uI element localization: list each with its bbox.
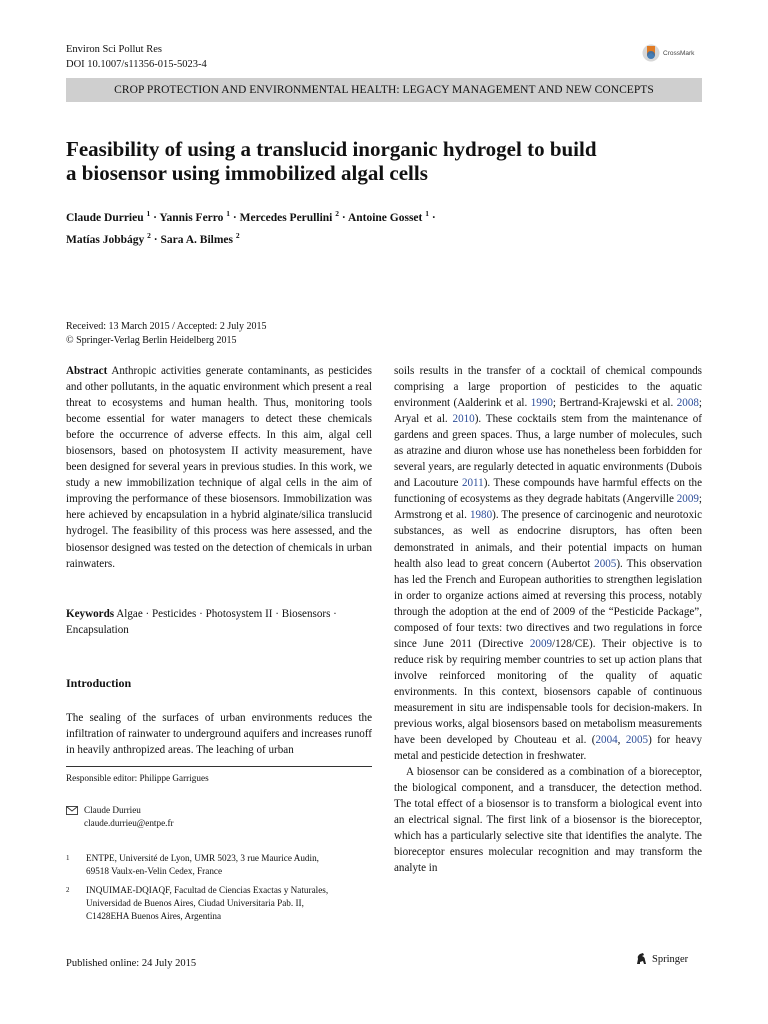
affiliation-line: C1428EHA Buenos Aires, Argentina	[86, 911, 222, 921]
affiliation-ref: 1	[425, 209, 429, 218]
text-run: ,	[617, 734, 626, 747]
springer-label: Springer	[652, 953, 689, 965]
section-heading-introduction: Introduction	[66, 676, 132, 690]
affiliation-ref: 2	[335, 209, 339, 218]
title-line-1: Feasibility of using a translucid inorganic hydrogel to build	[66, 137, 597, 161]
body-paragraph	[394, 363, 702, 764]
journal-name: Environ Sci Pollut Res	[66, 44, 162, 55]
citation-link[interactable]: 1990	[530, 397, 553, 410]
section-banner: CROP PROTECTION AND ENVIRONMENTAL HEALTH: LEGACY MANAGEMENT AND NEW CONCEPTS	[66, 78, 702, 102]
affiliation-line: INQUIMAE-DQIAQF, Facultad de Ciencias Exactas y Naturales,	[86, 885, 329, 895]
introduction-text	[66, 710, 372, 758]
article-title	[66, 137, 686, 185]
keywords-text: Algae · Pesticides · Photosystem II · Biosensors · Encapsulation	[66, 608, 337, 637]
text-run: ). These compounds have harmful effects on the functioning of ecosystems as they degrade habitats (Angerville	[394, 477, 703, 506]
affiliation-1	[66, 852, 372, 878]
citation-link[interactable]: 1980	[469, 509, 493, 522]
intro-paragraph: The sealing of the surfaces of urban environments reduces the infiltration of rainwater to underground aquifers and increases runoff in heavily anthropized areas. The leaching of urban	[66, 712, 372, 757]
text-run: ; Armstrong et al.	[394, 493, 702, 522]
author-name[interactable]: Yannis Ferro	[159, 211, 224, 224]
text-run: ; Aryal et al.	[394, 397, 702, 426]
text-run: /128/CE). Their objective is to reduce risk by requiring member countries to set up action plans that involve reinforced monitoring of the quality of aquatic environments. In this context, biosensors capable of continuous measurement in situ are indispensable tools for decision-makers. In previous works, algal biosensors based on metabolism measurements have been developed by Chouteau et al. (	[394, 637, 702, 747]
abstract	[66, 363, 372, 572]
crossmark-label: CrossMark	[663, 49, 695, 57]
affiliation-ref: 1	[226, 209, 231, 218]
author-name[interactable]: Mercedes Perullini	[239, 211, 333, 224]
title-line-2: a biosensor using immobilized algal cells	[66, 161, 428, 185]
footnote-divider	[66, 766, 372, 767]
citation-link[interactable]: 2009	[529, 637, 553, 650]
author-list: Claude Durrieu $^1$ · Yannis Ferro $^1$ · Mercedes Perullini $^2$ · Antoine Gosset $^1$ · Matías Jobbágy $^2$ · Sara A. Bilmes $^2$	[66, 209, 436, 246]
copyright: © Springer-Verlag Berlin Heidelberg 2015	[66, 335, 237, 346]
author-name[interactable]: Claude Durrieu	[66, 211, 144, 224]
abstract-text: Anthropic activities generate contaminants, as pesticides and other pollutants, in the aquatic environment which present a real threat to ecosystems and human health. Thus, monitoring tools become essential for water managers to detect these chemicals before the occurrence of adverse effects. In this aim, algal cell biosensors, based on photosystem II activity measurement, have been designed for several years in previous studies. In this work, we study a new immobilization technique of algal cells in the aim of improving the performance of these biosensors. Immobilization was here achieved by encapsulation in a hybrid alginate/silica translucid hydrogel. The feasibility of this process was here assessed, and the biosensor designed was tested on the detection of chemicals in urban rainwaters.	[66, 365, 372, 570]
journal-header	[66, 42, 207, 72]
envelope-icon	[66, 806, 78, 815]
citation-link[interactable]: 2008	[676, 397, 699, 410]
doi[interactable]: DOI 10.1007/s11356-015-5023-4	[66, 59, 207, 70]
body-paragraph: A biosensor can be considered as a combination of a bioreceptor, the biological component, and a transducer, the detection method. The total effect of a biosensor is to transform a biological event into an electrical signal. The first link of a biosensor is the bioreceptor, which has a particularly selective site that identifies the analyte. The bioreceptor ensures molecular recognition and may transform the analyte in	[394, 766, 702, 875]
corresponding-author	[66, 804, 174, 830]
received-accepted: Received: 13 March 2015 / Accepted: 2 July 2015	[66, 321, 267, 332]
published-date: Published online: 24 July 2015	[66, 958, 197, 969]
responsible-editor: Responsible editor: Philippe Garrigues	[66, 773, 209, 783]
author-name[interactable]: Sara A. Bilmes	[160, 233, 234, 246]
keywords-label: Keywords	[66, 608, 115, 620]
affiliation-2	[66, 884, 372, 923]
crossmark-icon	[642, 42, 660, 64]
citation-link[interactable]: 2011	[461, 477, 484, 490]
right-column	[394, 363, 702, 877]
text-run: soils results in the transfer of a cocktail of chemical compounds comprising a large proportion of pesticides to the aquatic environment (Aalderink et al.	[394, 365, 702, 410]
affiliation-ref: 1	[146, 209, 151, 218]
citation-link[interactable]: 2004	[595, 734, 618, 747]
text-run: ; Bertrand-Krajewski et al.	[552, 397, 677, 410]
text-run: ). These cocktails stem from the maintenance of gardens and green spaces. Thus, a large number of molecules, such as atrazine and diuron whose use has nonetheless been forbidden for several years, are regularly detected in aquatic environments (Dubois and Lacouture	[394, 413, 702, 490]
affiliation-line: ENTPE, Université de Lyon, UMR 5023, 3 rue Maurice Audin,	[86, 853, 319, 863]
text-run: ). This observation has led the French and European authorities to strengthen legislation in order to organize actions aimed at reversing this process, notably through the adoption at the end of 2009 of the “Pesticide Package”, composed of four texts: two directives and two regulations in force since June 2011 (Directive	[394, 557, 702, 650]
affiliation-line: Universidad de Buenos Aires, Ciudad Universitaria Pab. II,	[86, 898, 304, 908]
affiliation-number: 1	[66, 854, 70, 862]
article-dates	[66, 320, 267, 348]
text-run: ) for heavy metal and pesticide detection in freshwater.	[394, 734, 703, 763]
author-name[interactable]: Matías Jobbágy	[66, 233, 145, 246]
citation-link[interactable]: 2009	[676, 493, 699, 506]
affiliation-number: 2	[66, 886, 70, 894]
affiliation-ref: 2	[147, 230, 151, 240]
author-name[interactable]: Antoine Gosset	[347, 211, 423, 224]
springer-horse-icon	[634, 952, 648, 966]
text-run: ). The presence of carcinogenic and neurotoxic substances, as well as endocrine disruptors, has often been demonstrated in animals, and their potential impacts on human health also lead to great concern (Aubertot	[394, 509, 702, 570]
abstract-label: Abstract	[66, 365, 108, 377]
springer-logo[interactable]	[634, 952, 688, 966]
citation-link[interactable]: 2005	[625, 734, 649, 747]
crossmark-badge[interactable]	[642, 42, 712, 64]
citation-link[interactable]: 2010	[452, 413, 475, 426]
keywords	[66, 606, 372, 638]
affiliation-ref: 2	[235, 230, 240, 240]
citation-link[interactable]: 2005	[594, 557, 617, 570]
contact-email[interactable]: claude.durrieu@entpe.fr	[84, 818, 174, 828]
affiliation-line: 69518 Vaulx-en-Velin Cedex, France	[86, 866, 223, 876]
contact-name: Claude Durrieu	[84, 805, 141, 815]
